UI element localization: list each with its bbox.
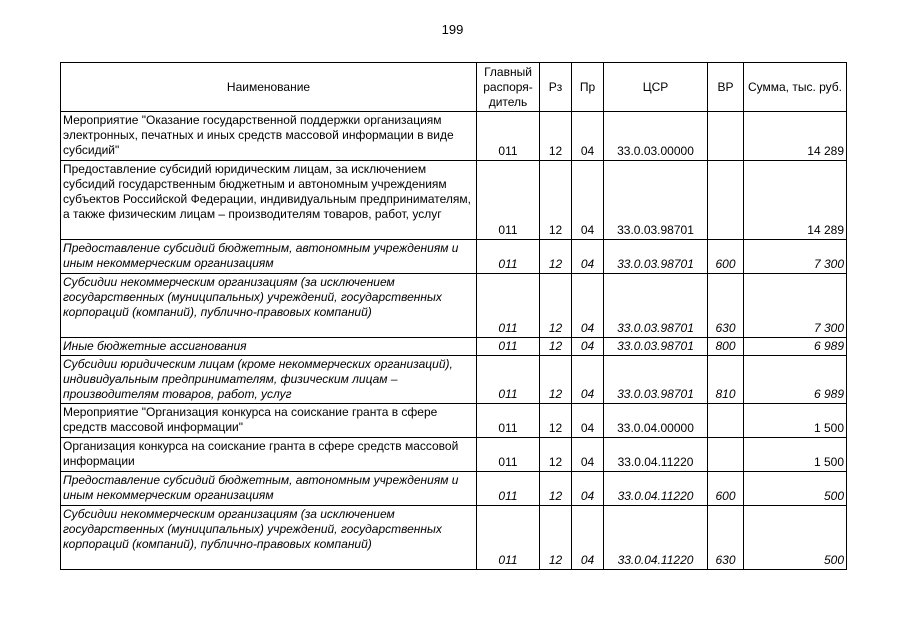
row-pr: 04 (572, 161, 604, 240)
table-row (61, 274, 847, 338)
row-vr: 630 (708, 506, 744, 570)
row-rz: 12 (540, 438, 572, 472)
row-csr: 33.0.03.98701 (604, 356, 708, 404)
row-admin: 011 (477, 338, 540, 356)
row-admin: 011 (477, 356, 540, 404)
row-name: Субсидии юридическим лицам (кроме некоммерческих организаций), индивидуальным предпринимателям, физическим лицам – производителям товаров, работ, услуг (61, 356, 477, 404)
row-pr: 04 (572, 356, 604, 404)
row-rz: 12 (540, 506, 572, 570)
row-pr: 04 (572, 472, 604, 506)
row-name: Иные бюджетные ассигнования (61, 338, 477, 356)
row-csr: 33.0.04.11220 (604, 438, 708, 472)
table-row (61, 472, 847, 506)
row-vr (708, 404, 744, 438)
table-row (61, 356, 847, 404)
row-admin: 011 (477, 240, 540, 274)
row-sum: 6 989 (744, 338, 847, 356)
row-csr: 33.0.04.11220 (604, 506, 708, 570)
table-row (61, 404, 847, 438)
page-number: 199 (441, 22, 464, 37)
row-name: Организация конкурса на соискание гранта в сфере средств массовой информации (61, 438, 477, 472)
row-pr: 04 (572, 338, 604, 356)
row-admin: 011 (477, 404, 540, 438)
row-sum: 14 289 (744, 161, 847, 240)
row-sum: 1 500 (744, 404, 847, 438)
row-sum: 500 (744, 506, 847, 570)
row-sum: 7 300 (744, 240, 847, 274)
table-header-row (61, 63, 847, 112)
row-pr: 04 (572, 112, 604, 161)
row-csr: 33.0.03.98701 (604, 274, 708, 338)
row-name: Мероприятие "Оказание государственной поддержки организациям электронных, печатных и иных средств массовой информации в виде субсидий" (61, 112, 477, 161)
row-vr (708, 438, 744, 472)
row-csr: 33.0.04.11220 (604, 472, 708, 506)
row-rz: 12 (540, 404, 572, 438)
row-csr: 33.0.04.00000 (604, 404, 708, 438)
row-pr: 04 (572, 506, 604, 570)
header-csr: ЦСР (604, 63, 708, 112)
row-admin: 011 (477, 472, 540, 506)
row-rz: 12 (540, 338, 572, 356)
table-body (61, 112, 847, 570)
table-row (61, 240, 847, 274)
row-vr: 810 (708, 356, 744, 404)
row-admin: 011 (477, 274, 540, 338)
row-pr: 04 (572, 274, 604, 338)
row-vr: 630 (708, 274, 744, 338)
row-vr: 600 (708, 240, 744, 274)
row-name: Мероприятие "Организация конкурса на соискание гранта в сфере средств массовой информации" (61, 404, 477, 438)
table-row (61, 338, 847, 356)
row-rz: 12 (540, 274, 572, 338)
row-vr (708, 161, 744, 240)
row-admin: 011 (477, 112, 540, 161)
header-name: Наименование (61, 63, 477, 112)
row-sum: 14 289 (744, 112, 847, 161)
row-pr: 04 (572, 404, 604, 438)
row-csr: 33.0.03.98701 (604, 161, 708, 240)
row-name: Субсидии некоммерческим организациям (за исключением государственных (муниципальных) учреждений, государственных корпораций (компаний), публично-правовых компаний) (61, 506, 477, 570)
row-csr: 33.0.03.00000 (604, 112, 708, 161)
row-name: Предоставление субсидий бюджетным, автономным учреждениям и иным некоммерческим организациям (61, 240, 477, 274)
row-admin: 011 (477, 438, 540, 472)
row-sum: 6 989 (744, 356, 847, 404)
row-name: Предоставление субсидий бюджетным, автономным учреждениям и иным некоммерческим организациям (61, 472, 477, 506)
table-row (61, 112, 847, 161)
header-sum: Сумма, тыс. руб. (744, 63, 847, 112)
row-rz: 12 (540, 161, 572, 240)
header-rz: Рз (540, 63, 572, 112)
table-row (61, 438, 847, 472)
row-rz: 12 (540, 472, 572, 506)
row-admin: 011 (477, 161, 540, 240)
row-admin: 011 (477, 506, 540, 570)
row-vr (708, 112, 744, 161)
row-sum: 500 (744, 472, 847, 506)
row-pr: 04 (572, 240, 604, 274)
row-rz: 12 (540, 240, 572, 274)
table-row (61, 506, 847, 570)
budget-table (60, 62, 847, 570)
header-vr: ВР (708, 63, 744, 112)
row-sum: 7 300 (744, 274, 847, 338)
row-csr: 33.0.03.98701 (604, 240, 708, 274)
row-name: Предоставление субсидий юридическим лицам, за исключением субсидий государственным бюджетным и автономным учреждениям субъектов Российской Федерации, индивидуальным предпринимателям, а также физическим лицам – производителям товаров, работ, услуг (61, 161, 477, 240)
table-row (61, 161, 847, 240)
row-pr: 04 (572, 438, 604, 472)
row-name: Субсидии некоммерческим организациям (за исключением государственных (муниципальных) учреждений, государственных корпораций (компаний), публично-правовых компаний) (61, 274, 477, 338)
row-csr: 33.0.03.98701 (604, 338, 708, 356)
row-vr: 800 (708, 338, 744, 356)
header-pr: Пр (572, 63, 604, 112)
row-rz: 12 (540, 112, 572, 161)
row-sum: 1 500 (744, 438, 847, 472)
row-vr: 600 (708, 472, 744, 506)
row-rz: 12 (540, 356, 572, 404)
header-admin: Главный распоря-дитель (477, 63, 540, 112)
